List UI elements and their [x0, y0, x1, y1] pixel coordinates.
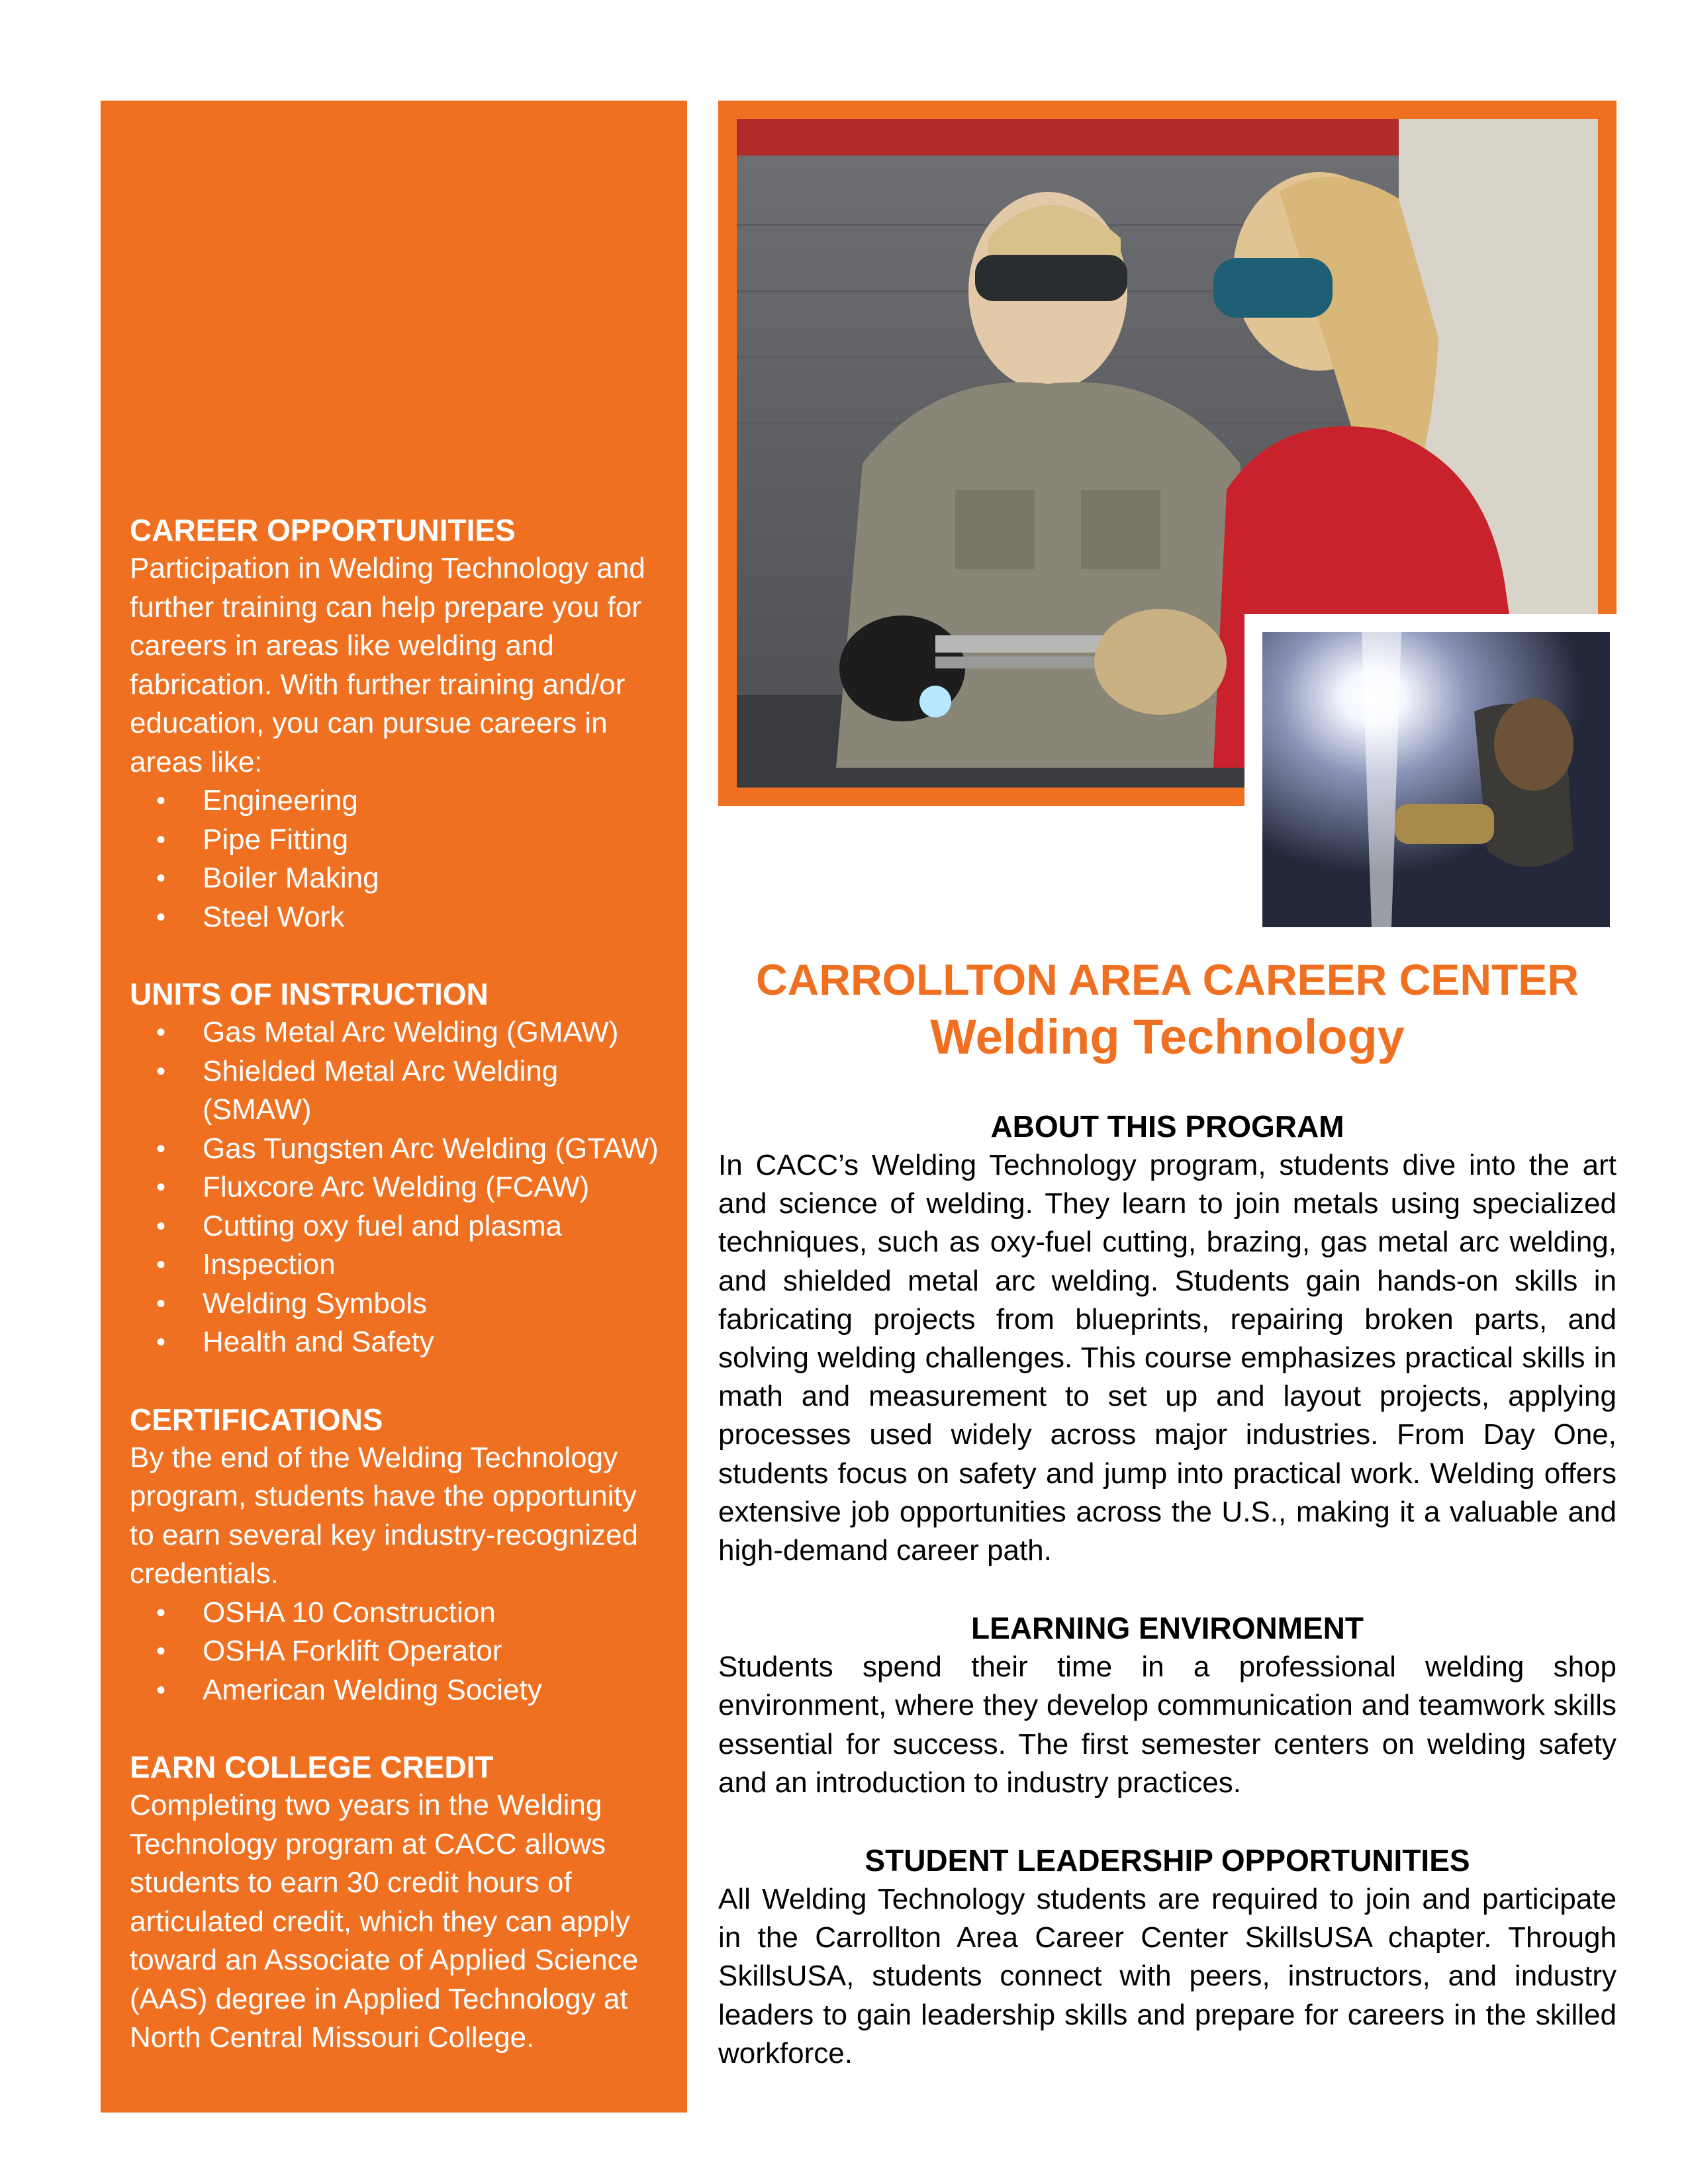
list-item: • Boiler Making	[130, 859, 661, 898]
welding-arc-illustration	[1262, 632, 1610, 927]
bullet-icon: •	[156, 1675, 166, 1705]
bullet-icon: •	[156, 1289, 166, 1318]
career-opportunities-heading: CAREER OPPORTUNITIES	[130, 513, 516, 547]
list-item: • OSHA Forklift Operator	[130, 1632, 661, 1671]
career-opportunities-section	[130, 511, 661, 936]
bullet-icon: •	[156, 1018, 166, 1047]
bullet-icon: •	[156, 1328, 166, 1357]
list-item: • Welding Symbols	[130, 1285, 661, 1324]
list-item: • OSHA 10 Construction	[130, 1594, 661, 1633]
bullet-icon: •	[156, 1598, 166, 1627]
environment-text: Students spend their time in a professional welding shop environment, where they develop communication and teamwork skills essential for success. The first semester centers on welding safety and an introduction to industry practices.	[718, 1651, 1617, 1799]
sidebar-panel	[101, 101, 687, 2113]
leadership-text: All Welding Technology students are required to join and participate in the Carrollton Area Career Center SkillsUSA chapter. Through SkillsUSA, students connect with peers, instructors, and industry leaders to gain leadership skills and prepare for careers in the skilled workforce.	[718, 1883, 1617, 2070]
bullet-icon: •	[156, 1211, 166, 1241]
units-of-instruction-heading: UNITS OF INSTRUCTION	[130, 977, 489, 1011]
list-item: • Fluxcore Arc Welding (FCAW)	[130, 1168, 661, 1207]
program-title: Welding Technology	[930, 1009, 1405, 1064]
certifications-section	[130, 1400, 661, 1710]
career-opportunities-text: Participation in Welding Technology and further training can help prepare you for careers in areas like welding and fabrication. With further training and/or education, you can pursue careers in areas like:	[130, 552, 645, 778]
bullet-icon: •	[156, 1250, 166, 1279]
list-item: • Inspection	[130, 1246, 661, 1285]
bullet-icon: •	[156, 1134, 166, 1163]
list-item: • Cutting oxy fuel and plasma	[130, 1207, 661, 1246]
list-item: • Gas Tungsten Arc Welding (GTAW)	[130, 1130, 661, 1169]
units-list	[130, 1013, 661, 1362]
list-item: • Health and Safety	[130, 1323, 661, 1362]
units-of-instruction-section	[130, 975, 661, 1362]
certifications-heading: CERTIFICATIONS	[130, 1402, 383, 1437]
list-item: • Steel Work	[130, 898, 661, 937]
org-title: CARROLLTON AREA CAREER CENTER	[755, 955, 1579, 1004]
certifications-text: By the end of the Welding Technology program, students have the opportunity to earn several key industry-recognized credentials.	[130, 1441, 638, 1590]
list-item: • Engineering	[130, 782, 661, 821]
college-credit-section	[130, 1748, 661, 2058]
about-text: In CACC’s Welding Technology program, students dive into the art and science of welding. They learn to join metals using specialized techniques, such as oxy-fuel cutting, brazing, gas metal arc welding, and shielded metal arc welding. Students gain hands-on skills in fabricating projects from blueprints, repairing broken parts, and solving welding challenges. This course emphasizes practical skills in math and measurement to set up and layout projects, applying processes used widely across major industries. From Day One, students focus on safety and jump into practical work. Welding offers extensive job opportunities across the U.S., making it a valuable and high-demand career path.	[718, 1149, 1617, 1567]
bullet-icon: •	[156, 825, 166, 854]
career-list	[130, 782, 661, 936]
main-column	[718, 1107, 1617, 2073]
certifications-list	[130, 1594, 661, 1710]
leadership-heading: STUDENT LEADERSHIP OPPORTUNITIES	[865, 1843, 1470, 1878]
list-item: • Shielded Metal Arc Welding (SMAW)	[130, 1052, 661, 1130]
bullet-icon: •	[156, 864, 166, 893]
college-credit-text: Completing two years in the Welding Technology program at CACC allows students to earn 30 credit hours of articulated credit, which they can apply toward an Associate of Applied Science (AAS) degree in Applied Technology at North Central Missouri College.	[130, 1789, 639, 2054]
bullet-icon: •	[156, 1637, 166, 1666]
bullet-icon: •	[156, 1173, 166, 1202]
inset-photo	[1262, 632, 1610, 927]
environment-heading: LEARNING ENVIRONMENT	[971, 1611, 1364, 1646]
bullet-icon: •	[156, 786, 166, 815]
college-credit-heading: EARN COLLEGE CREDIT	[130, 1750, 494, 1784]
bullet-icon: •	[156, 902, 166, 932]
about-heading: ABOUT THIS PROGRAM	[990, 1109, 1344, 1144]
list-item: • Pipe Fitting	[130, 821, 661, 860]
bullet-icon: •	[156, 1056, 166, 1086]
list-item: • Gas Metal Arc Welding (GMAW)	[130, 1013, 661, 1052]
list-item: • American Welding Society	[130, 1671, 661, 1710]
